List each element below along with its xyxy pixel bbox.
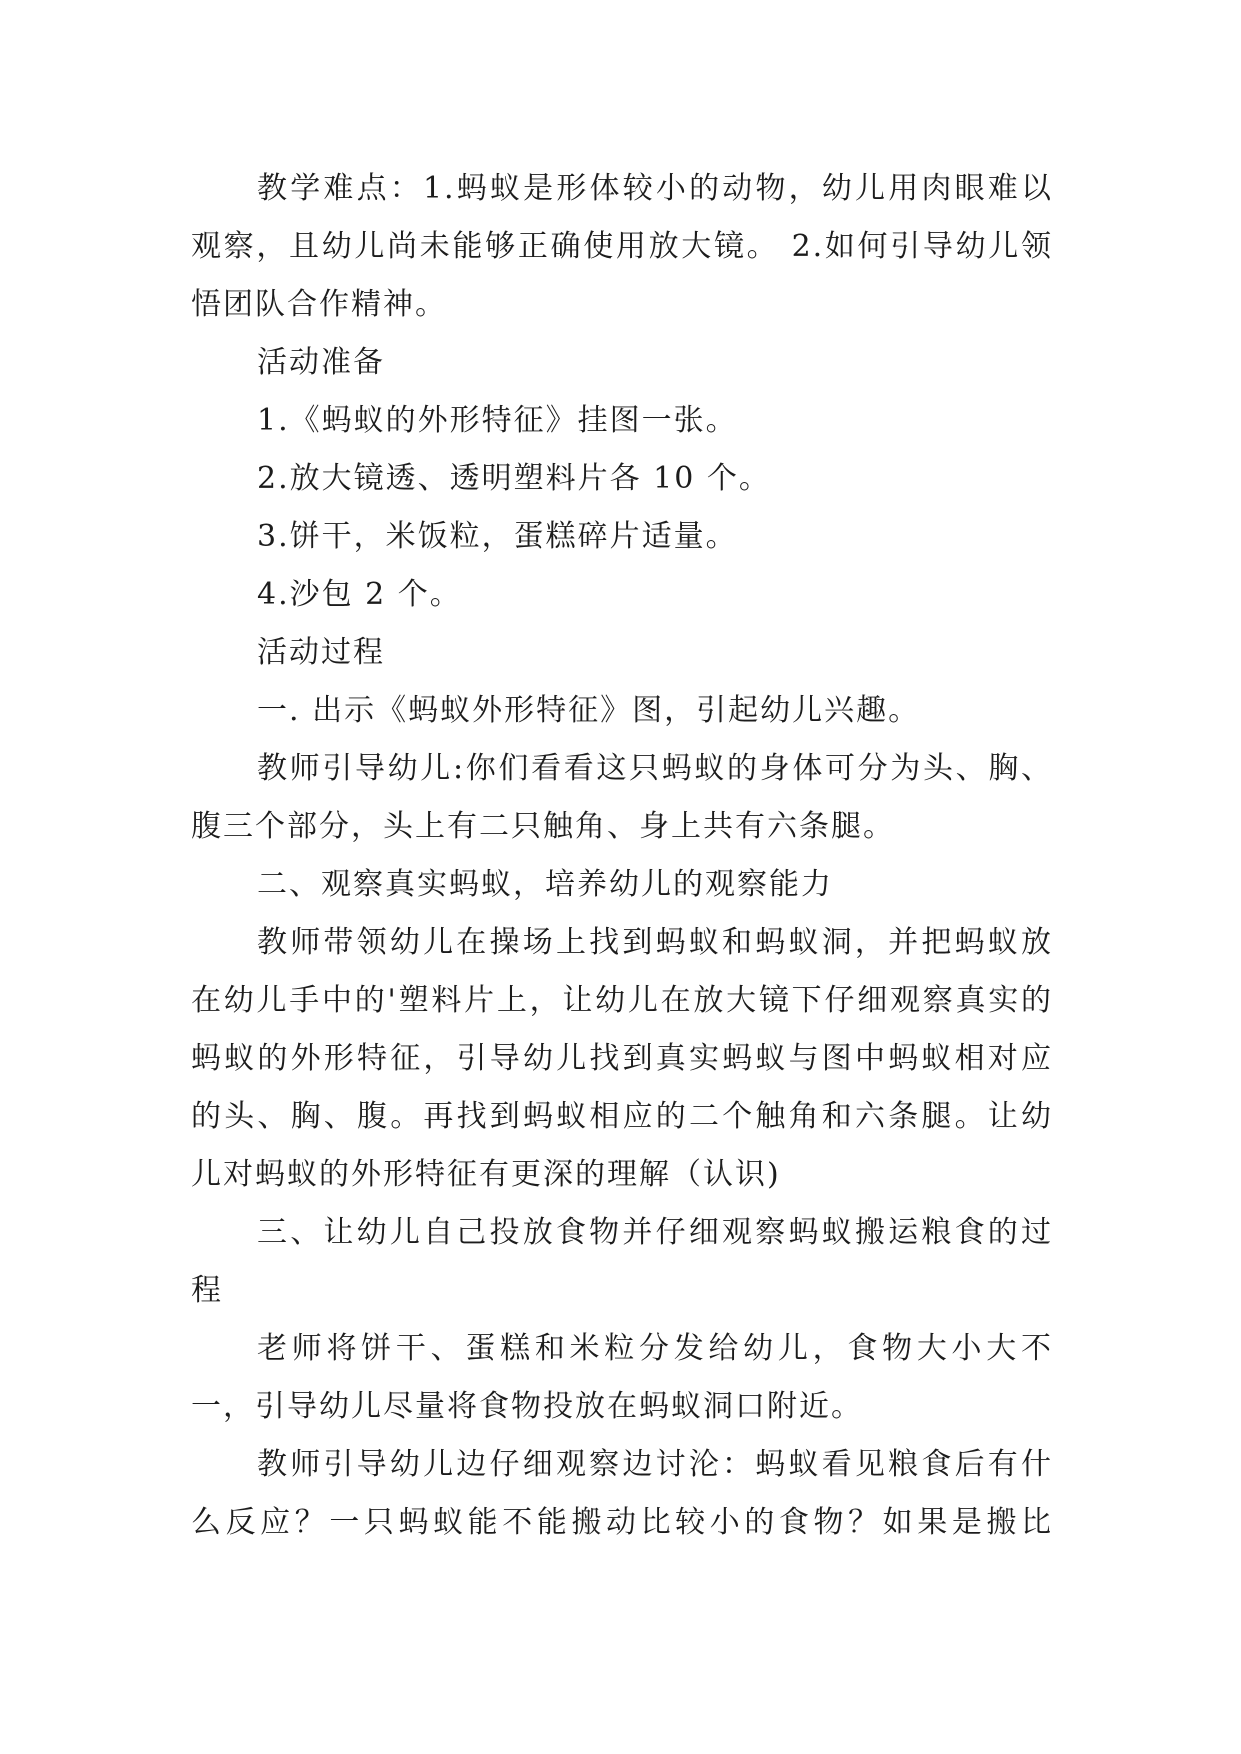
preparation-item-1: 1.《蚂蚁的外形特征》挂图一张。	[257, 403, 738, 438]
paragraph-discussion: 教师引导幼儿边仔细观察边讨沦：蚂蚁看见粮食后有什么反应？一只蚂蚁能不能搬动比较小的食物？如果是搬比	[191, 1447, 1053, 1540]
paragraph-teaching-difficulty: 教学难点：1.蚂蚁是形体较小的动物，幼儿用肉眼难以观察，且幼儿尚未能够正确使用放大镜。 2.如何引导幼儿领悟团队合作精神。	[191, 171, 1053, 322]
preparation-item-3: 3.饼干，米饭粒，蛋糕碎片适量。	[257, 519, 738, 554]
paragraph-distribute-food: 老师将饼干、蛋糕和米粒分发给幼儿，食物大小大不一，引导幼儿尽量将食物投放在蚂蚁洞口附近。	[191, 1331, 1053, 1424]
preparation-item-2: 2.放大镜透、透明塑料片各 10 个。	[257, 461, 771, 496]
process-step-3-heading: 三、让幼儿自己投放食物并仔细观察蚂蚁搬运粮食的过程	[191, 1215, 1053, 1308]
preparation-item-4: 4.沙包 2 个。	[257, 577, 462, 612]
document-page	[191, 160, 1053, 1552]
paragraph-teacher-guidance: 教师引导幼儿:你们看看这只蚂蚁的身体可分为头、胸、腹三个部分，头上有二只触角、身上共有六条腿。	[191, 751, 1053, 844]
paragraph-observe-real-ants: 教师带领幼儿在操场上找到蚂蚁和蚂蚁洞，并把蚂蚁放在幼儿手中的'塑料片上，让幼儿在放大镜下仔细观察真实的蚂蚁的外形特征，引导幼儿找到真实蚂蚁与图中蚂蚁相对应的头、胸、腹。再找到蚂蚁相应的二个触角和六条腿。让幼儿对蚂蚁的外形特征有更深的理解（认识)	[191, 925, 1053, 1192]
heading-activity-preparation: 活动准备	[257, 345, 385, 380]
process-step-2-heading: 二、观察真实蚂蚁，培养幼儿的观察能力	[257, 867, 833, 902]
process-step-1-heading: 一. 出示《蚂蚁外形特征》图，引起幼儿兴趣。	[257, 693, 921, 728]
heading-activity-process: 活动过程	[257, 635, 385, 670]
